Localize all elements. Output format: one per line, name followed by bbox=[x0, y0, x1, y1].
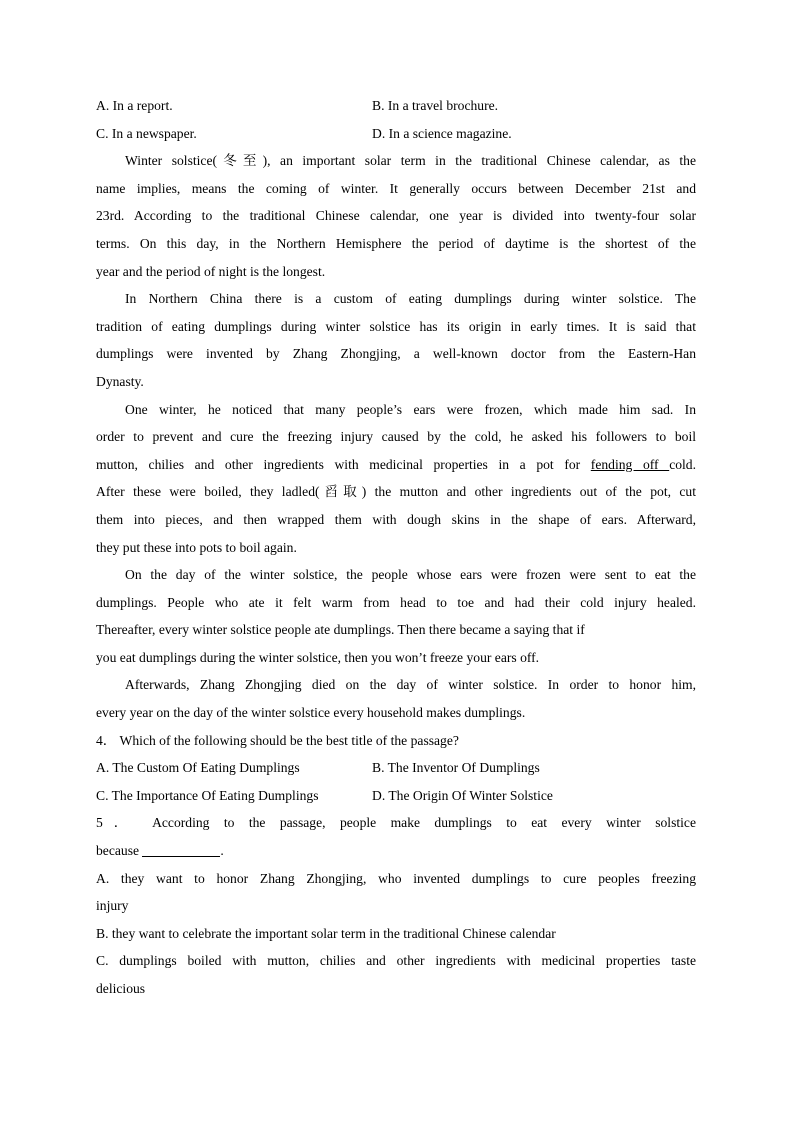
paragraph-line: After these were boiled, they ladled(舀取) the mutton and other ingredients out of the pot, cut bbox=[96, 484, 696, 500]
q3-option-b: B. In a travel brochure. bbox=[372, 98, 499, 113]
question-stem-continued bbox=[96, 837, 696, 865]
document-content bbox=[96, 92, 696, 1003]
passage-paragraph-3 bbox=[96, 396, 696, 562]
underlined-phrase: fending off bbox=[590, 456, 670, 472]
text-segment: mutton, chilies and other ingredients with medicinal properties in a pot for bbox=[96, 456, 591, 472]
passage-paragraph-5 bbox=[96, 671, 696, 726]
paragraph-line: name implies, means the coming of winter. It generally occurs between December 21st and bbox=[96, 180, 696, 196]
q3-option-d: D. In a science magazine. bbox=[372, 125, 512, 141]
q5-option-c-continued: delicious bbox=[96, 981, 146, 996]
paragraph-line: In Northern China there is a custom of eating dumplings during winter solstice. The bbox=[125, 291, 696, 307]
text-segment: because bbox=[96, 843, 143, 859]
q5-option-a-continued: injury bbox=[96, 898, 129, 914]
answer-blank bbox=[142, 842, 220, 857]
paragraph-line: Thereafter, every winter solstice people ate dumplings. Then there became a saying that if bbox=[96, 622, 585, 638]
paragraph-line bbox=[96, 451, 696, 479]
paragraph-line: every year on the day of the winter solstice every household makes dumplings. bbox=[96, 705, 526, 721]
q4-option-d: D. The Origin Of Winter Solstice bbox=[372, 787, 553, 803]
q5-option-b: B. they want to celebrate the important solar term in the traditional Chinese calendar bbox=[96, 925, 556, 941]
paragraph-line: order to prevent and cure the freezing injury caused by the cold, he asked his followers to boil bbox=[96, 429, 696, 445]
q3-options-row-1 bbox=[96, 92, 696, 120]
paragraph-line: dumplings. People who ate it felt warm from head to toe and had their cold injury healed. bbox=[96, 594, 696, 610]
q3-option-a: A. In a report. bbox=[96, 98, 173, 113]
q4-options-row-2 bbox=[96, 782, 696, 810]
paragraph-line: Winter solstice(冬至), an important solar term in the traditional Chinese calendar, as the bbox=[125, 153, 696, 169]
q4-option-a: A. The Custom Of Eating Dumplings bbox=[96, 760, 300, 776]
question-stem: 4． Which of the following should be the best title of the passage? bbox=[96, 732, 459, 748]
question-stem: 5． According to the passage, people make dumplings to eat every winter solstice bbox=[96, 815, 696, 831]
paragraph-line: Afterwards, Zhang Zhongjing died on the day of winter solstice. In order to honor him, bbox=[125, 677, 696, 693]
question-5 bbox=[96, 809, 696, 1002]
question-4 bbox=[96, 727, 696, 810]
passage-paragraph-2 bbox=[96, 285, 696, 395]
q4-option-c: C. The Importance Of Eating Dumplings bbox=[96, 787, 319, 803]
paragraph-line: 23rd. According to the traditional Chinese calendar, one year is divided into twenty-four solar bbox=[96, 208, 696, 224]
paragraph-line: year and the period of night is the longest. bbox=[96, 263, 326, 279]
paragraph-line: them into pieces, and then wrapped them with dough skins in the shape of ears. Afterward, bbox=[96, 511, 696, 527]
paragraph-line: On the day of the winter solstice, the people whose ears were frozen were sent to eat the bbox=[125, 567, 696, 583]
q5-option-a: A. they want to honor Zhang Zhongjing, who invented dumplings to cure peoples freezing bbox=[96, 870, 696, 886]
paragraph-line: terms. On this day, in the Northern Hemisphere the period of daytime is the shortest of the bbox=[96, 235, 696, 251]
paragraph-line: you eat dumplings during the winter solstice, then you won’t freeze your ears off. bbox=[96, 649, 540, 665]
passage-paragraph-4 bbox=[96, 561, 696, 671]
q4-option-b: B. The Inventor Of Dumplings bbox=[372, 760, 540, 776]
paragraph-line: One winter, he noticed that many people’s ears were frozen, which made him sad. In bbox=[125, 401, 696, 417]
paragraph-line: Dynasty. bbox=[96, 373, 144, 389]
q3-options-row-2 bbox=[96, 120, 696, 148]
passage-paragraph-1 bbox=[96, 147, 696, 285]
paragraph-line: dumplings were invented by Zhang Zhongjing, a well-known doctor from the Eastern-Han bbox=[96, 346, 696, 362]
q5-option-c: C. dumplings boiled with mutton, chilies and other ingredients with medicinal properties taste bbox=[96, 953, 696, 969]
text-segment: cold. bbox=[669, 456, 696, 472]
text-segment: . bbox=[220, 843, 224, 859]
q4-options-row-1 bbox=[96, 754, 696, 782]
paragraph-line: tradition of eating dumplings during winter solstice has its origin in early times. It is said that bbox=[96, 318, 696, 334]
q3-option-c: C. In a newspaper. bbox=[96, 125, 197, 141]
paragraph-line: they put these into pots to boil again. bbox=[96, 539, 297, 555]
